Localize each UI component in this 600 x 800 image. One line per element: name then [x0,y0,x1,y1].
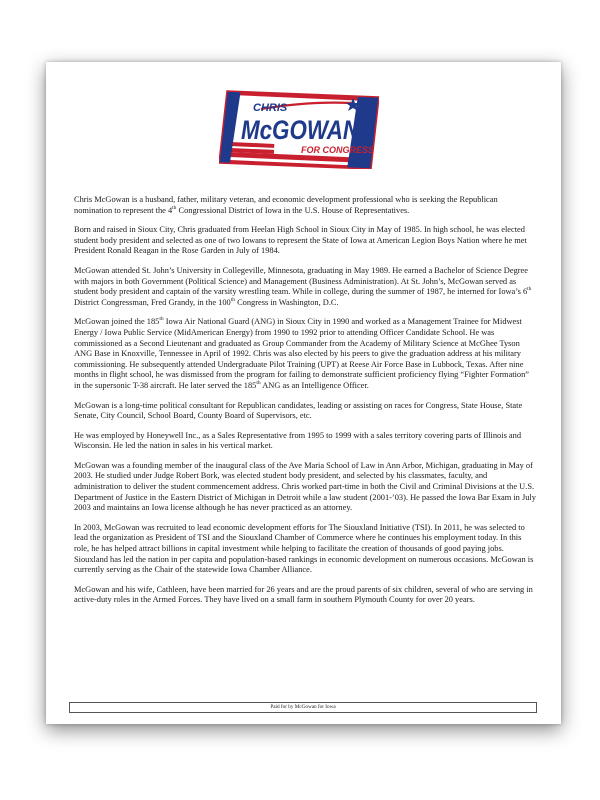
campaign-logo [219,89,379,169]
bio-paragraph-6: He was employed by Honeywell Inc., as a Sales Representative from 1995 to 1999 with a sales territory covering parts of Illinois and Wisconsin. He led the nation in sales in his vertical market. [74,430,522,451]
logo-graphic [219,89,379,169]
bio-paragraph-4: McGowan joined the 185th Iowa Air National Guard (ANG) in Sioux City in 1990 and worked as a Management Trainee for Midwest Energy / Iowa Public Service (MidAmerican Energy) from 1990 to 1992 prior to attending Officer Candidate School. He was commissioned as a Second Lieutenant and graduated as Group Commander from the Academy of Military Science at McGhee Tyson ANG Base in Knoxville, Tennessee in April of 1992. Chris was also elected by his peers to give the graduation address at his military commissioning. He subsequently attended Undergraduate Pilot Training (UPT) at Reese Air Force Base in Lubbock, Texas. After nine months in flight school, he was dismissed from the program for failing to demonstrate sufficient proficiency flying “Fighter Formation” in the supersonic T-38 aircraft. He later served the 185th ANG as an Intelligence Officer. [74,316,530,390]
bio-paragraph-8: In 2003, McGowan was recruited to lead economic development efforts for The Siouxland Initiative (TSI). In 2011, he was selected to lead the organization as President of TSI and the Siouxland Chamber of Commerce where he continues his employment today. In this role, he has helped attract billions in capital investment while helping to facilitate the creation of thousands of good paying jobs. Siouxland has led the nation in per capita and population-based rankings in economic development on numerous occasions. McGowan is currently serving as the Chair of the statewide Iowa Chamber Alliance. [74,522,534,575]
bio-paragraph-7: McGowan was a founding member of the inaugural class of the Ave Maria School of Law in Ann Arbor, Michigan, graduating in May of 2003. He studied under Judge Robert Bork, was elected student body president, and selected by his classmates, faculty, and administration to deliver the student commencement address. Chris worked part-time in both the Civil and Criminal Divisions at the U.S. Department of Justice in the Eastern District of Michigan in Detroit while a law student (2001-’03). He passed the Iowa Bar Exam in July 2003 and maintains an Iowa license although he has never practiced as an attorney. [74,460,536,513]
bio-paragraph-3: McGowan attended St. John’s University in Collegeville, Minnesota, graduating in May 1989. He earned a Bachelor of Science Degree with majors in both Government (Political Science) and Management (Business Administration). At St. John’s, McGowan served as student body president and captain of the varsity wrestling team. While in college, during the summer of 1987, he interned for Iowa’s 6th District Congressman, Fred Grandy, in the 100th Congress in Washington, D.C. [74,265,532,307]
bio-paragraph-9: McGowan and his wife, Cathleen, have been married for 26 years and are the proud parents of six children, several of who are serving in active-duty roles in the Armed Forces. They have lived on a small farm in southern Plymouth County for over 20 years. [74,584,533,605]
biography-text [74,195,536,615]
bio-paragraph-5: McGowan is a long-time political consultant for Republican candidates, leading or assisting on races for Congress, State House, State Senate, City Council, School Board, County Board of Supervisors, etc. [74,400,523,421]
logo-last-name: McGOWAN [241,115,360,145]
document-page [46,62,561,724]
paid-for-disclaimer: Paid for by McGowan for Iowa [69,702,537,713]
bio-paragraph-1: Chris McGowan is a husband, father, military veteran, and economic development professional who is seeking the Republican nomination to represent the 4th Congressional District of Iowa in the U.S. House of Representatives. [74,195,498,215]
logo-first-name: CHRIS [253,102,288,114]
bio-paragraph-2: Born and raised in Sioux City, Chris graduated from Heelan High School in Sioux City in May of 1985. In high school, he was elected student body president and selected as one of two Iowans to represent the State of Iowa at American Legion Boys Nation where he met President Ronald Reagan in the Rose Garden in July of 1984. [74,225,527,256]
logo-tagline: FOR CONGRESS [301,145,375,155]
